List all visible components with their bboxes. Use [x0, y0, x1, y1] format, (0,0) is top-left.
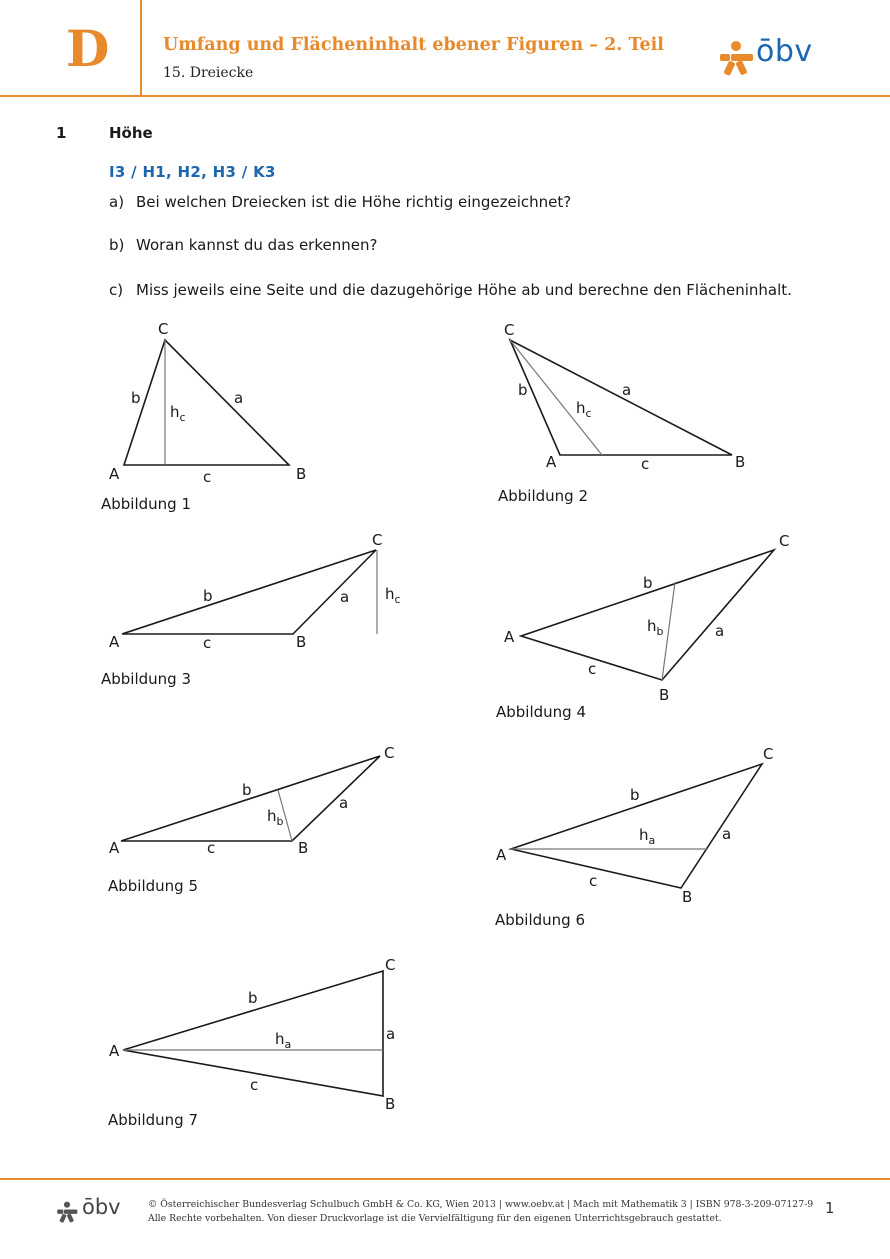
side-a-label: a	[386, 1025, 396, 1043]
vertex-c-label: C	[385, 956, 396, 974]
side-c-label: c	[203, 634, 212, 652]
vertex-c-label: C	[158, 320, 169, 338]
figure-caption: Abbildung 5	[108, 877, 199, 895]
figure-caption: Abbildung 7	[108, 1111, 199, 1129]
side-c-label: c	[203, 468, 212, 486]
vertex-c-label: C	[504, 321, 515, 339]
task-title: Höhe	[109, 124, 153, 142]
vertex-a-label: A	[109, 465, 120, 483]
star-icon	[56, 1201, 78, 1223]
height-label: $h_a$	[639, 826, 656, 847]
question-label: b)	[109, 236, 125, 254]
vertex-a-label: A	[496, 846, 507, 864]
figure-caption: Abbildung 3	[101, 670, 192, 688]
vertex-a-label: A	[109, 1042, 120, 1060]
side-c-label: c	[207, 839, 216, 857]
question-label: c)	[109, 281, 124, 299]
chapter-letter: D	[66, 19, 110, 78]
vertex-b-label: B	[298, 839, 309, 857]
side-b-label: b	[242, 781, 252, 799]
triangle-4	[521, 550, 774, 680]
side-a-label: a	[340, 588, 350, 606]
height-label: $h_c$	[385, 585, 401, 606]
vertex-b-label: B	[659, 686, 670, 704]
side-a-label: a	[722, 825, 732, 843]
question-label: a)	[109, 193, 125, 211]
triangle-3	[122, 550, 376, 634]
page-number: 1	[825, 1199, 835, 1217]
vertex-b-label: B	[296, 633, 307, 651]
vertex-a-label: A	[546, 453, 557, 471]
side-a-label: a	[339, 794, 349, 812]
logo-text: ōbv	[756, 34, 813, 69]
side-a-label: a	[715, 622, 725, 640]
triangle-1	[124, 340, 289, 465]
side-a-label: a	[622, 381, 632, 399]
vertex-a-label: A	[109, 839, 120, 857]
footer-logo-text: ōbv	[82, 1195, 121, 1219]
vertex-b-label: B	[385, 1095, 396, 1113]
height-label: $h_a$	[275, 1030, 292, 1051]
side-b-label: b	[643, 574, 653, 592]
vertex-c-label: C	[384, 744, 395, 762]
vertex-b-label: B	[735, 453, 746, 471]
figure-caption: Abbildung 4	[496, 703, 587, 721]
footer-divider	[0, 1178, 890, 1180]
vertex-c-label: C	[779, 532, 790, 550]
page-subtitle: 15. Dreiecke	[163, 65, 254, 81]
triangle-2	[510, 340, 732, 455]
figure-caption: Abbildung 6	[495, 911, 586, 929]
side-b-label: b	[131, 389, 141, 407]
page-title: Umfang und Flächeninhalt ebener Figuren – 2. Teil	[163, 35, 664, 55]
height-label: $h_c$	[576, 399, 592, 420]
vertex-a-label: A	[109, 633, 120, 651]
vertex-b-label: B	[296, 465, 307, 483]
side-c-label: c	[250, 1076, 259, 1094]
footer-logo	[56, 1195, 136, 1226]
copyright-line: © Österreichischer Bundesverlag Schulbuch GmbH & Co. KG, Wien 2013 | www.oebv.at | Mach mit Mathematik 3 | ISBN 978-3-209-07127-9	[148, 1199, 814, 1210]
side-a-label: a	[234, 389, 244, 407]
side-b-label: b	[248, 989, 258, 1007]
vertex-c-label: C	[372, 531, 383, 549]
copyright-line: Alle Rechte vorbehalten. Von dieser Druckvorlage ist die Vervielfältigung für den eigenen Unterrichtsgebrauch gestattet.	[148, 1213, 722, 1224]
vertex-a-label: A	[504, 628, 515, 646]
question-text: Miss jeweils eine Seite und die dazugehörige Höhe ab und berechne den Flächeninhalt.	[136, 281, 792, 299]
height-label: $h_b$	[267, 807, 284, 828]
figure-caption: Abbildung 1	[101, 495, 192, 513]
task-number: 1	[56, 124, 67, 142]
side-b-label: b	[630, 786, 640, 804]
competence-codes: I3 / H1, H2, H3 / K3	[109, 163, 276, 181]
height-label: $h_c$	[170, 403, 186, 424]
height-4	[662, 582, 675, 680]
side-c-label: c	[588, 660, 597, 678]
vertex-c-label: C	[763, 745, 774, 763]
side-b-label: b	[203, 587, 213, 605]
side-b-label: b	[518, 381, 528, 399]
question-text: Woran kannst du das erkennen?	[136, 236, 378, 254]
height-label: $h_b$	[647, 617, 664, 638]
side-c-label: c	[641, 455, 650, 473]
figure-caption: Abbildung 2	[498, 487, 589, 505]
side-c-label: c	[589, 872, 598, 890]
vertex-b-label: B	[682, 888, 693, 906]
question-text: Bei welchen Dreiecken ist die Höhe richtig eingezeichnet?	[136, 193, 572, 211]
copyright-notice	[148, 1198, 813, 1226]
